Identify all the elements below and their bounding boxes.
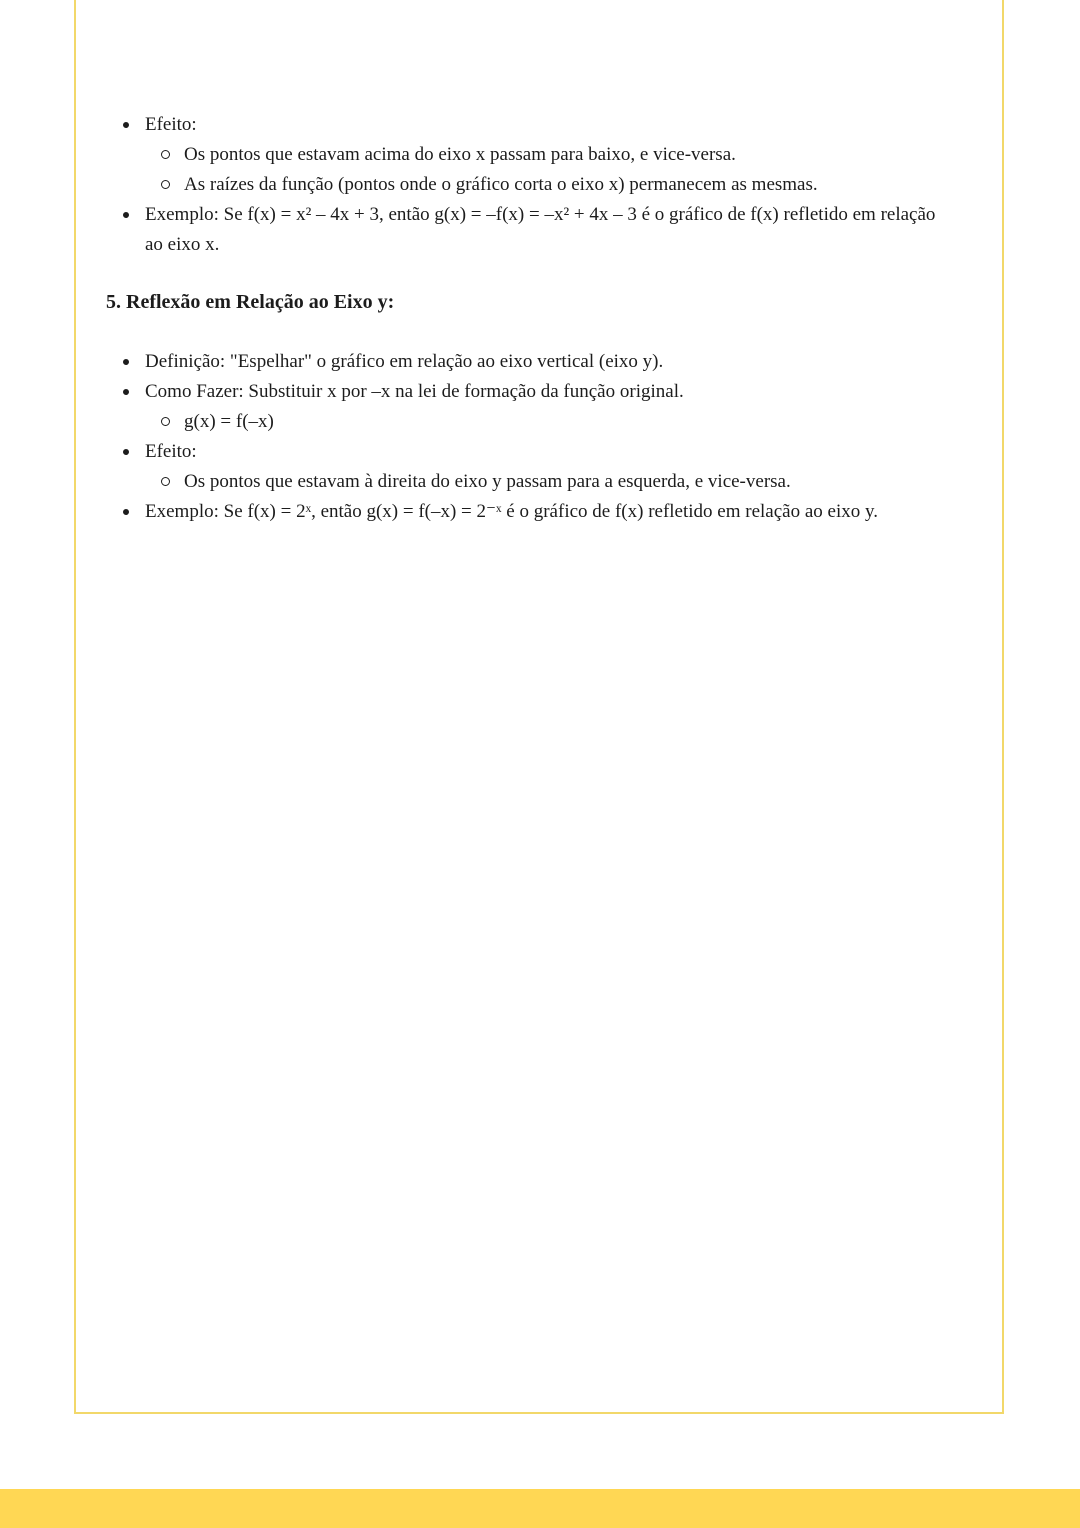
bullet-list-reflection-x: [106, 110, 957, 260]
list-item-text: Efeito:: [145, 114, 197, 135]
list-item-text: Como Fazer: Substituir x por –x na lei de formação da função original.: [145, 381, 684, 402]
list-item: [106, 347, 957, 377]
circle-bullet-icon: [161, 140, 184, 170]
document-page: [74, 0, 1004, 1414]
list-item: [106, 437, 957, 467]
list-item-text: Exemplo: Se f(x) = x² – 4x + 3, então g(x) = –f(x) = –x² + 4x – 3 é o gráfico de f(x) refletido em relação ao eixo x.: [145, 204, 936, 255]
list-item: [106, 140, 957, 170]
disc-bullet-icon: [122, 497, 145, 527]
list-item-text: Efeito:: [145, 441, 197, 462]
list-item-text: Os pontos que estavam acima do eixo x passam para baixo, e vice-versa.: [184, 144, 736, 165]
section-heading: 5. Reflexão em Relação ao Eixo y:: [106, 291, 395, 313]
bottom-bar: [0, 1489, 1080, 1528]
disc-bullet-icon: [122, 437, 145, 467]
list-item-text: As raízes da função (pontos onde o gráfico corta o eixo x) permanecem as mesmas.: [184, 174, 818, 195]
disc-bullet-icon: [122, 347, 145, 377]
circle-bullet-icon: [161, 407, 184, 437]
list-item-text: Definição: "Espelhar" o gráfico em relação ao eixo vertical (eixo y).: [145, 351, 664, 372]
list-item: [106, 497, 957, 527]
disc-bullet-icon: [122, 200, 145, 230]
list-item-text: Os pontos que estavam à direita do eixo y passam para a esquerda, e vice-versa.: [184, 471, 791, 492]
list-item: [106, 170, 957, 200]
bullet-list-reflection-y: [106, 347, 957, 527]
list-item: [106, 377, 957, 407]
disc-bullet-icon: [122, 377, 145, 407]
disc-bullet-icon: [122, 110, 145, 140]
list-item: [106, 200, 957, 260]
circle-bullet-icon: [161, 170, 184, 200]
list-item: [106, 407, 957, 437]
list-item-text: g(x) = f(–x): [184, 411, 274, 432]
list-item: [106, 110, 957, 140]
circle-bullet-icon: [161, 467, 184, 497]
list-item-text: Exemplo: Se f(x) = 2ˣ, então g(x) = f(–x) = 2⁻ˣ é o gráfico de f(x) refletido em relação ao eixo y.: [145, 501, 879, 522]
list-item: [106, 467, 957, 497]
